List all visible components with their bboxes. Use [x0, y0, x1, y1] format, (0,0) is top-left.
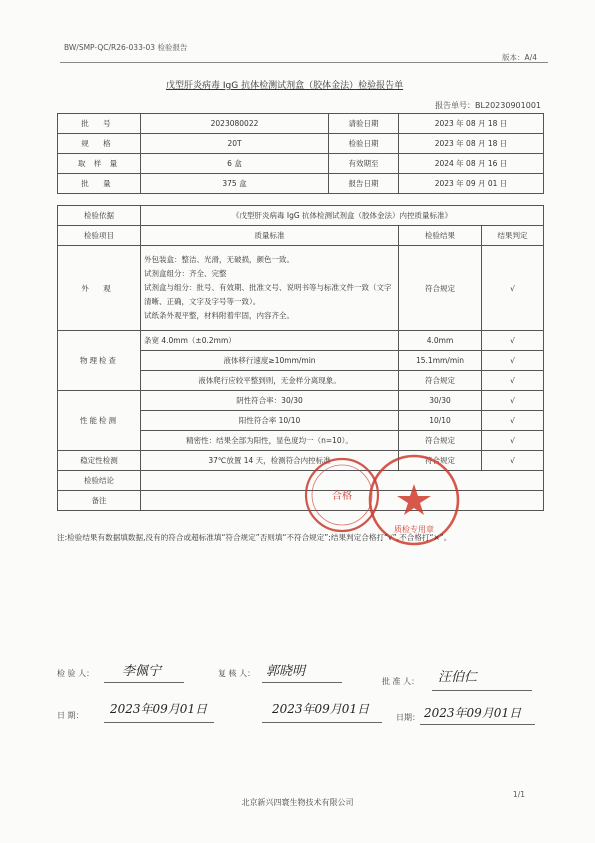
performance-label: 性能检测: [58, 391, 141, 451]
performance-judge: √: [482, 391, 544, 411]
appearance-standard-line: 试剂盒组分：齐全、完整: [144, 269, 227, 278]
footnote: 注:检验结果有数据填数据,没有的符合或超标准填“符合规定”否则填“不符合规定”;结果判定合格打“√”,不合格打“×”。: [57, 533, 452, 542]
appearance-standard-line: 外包装盒：整洁、光滑，无破损，颜色一致。: [144, 255, 294, 264]
physical-label: 物理检查: [58, 331, 141, 391]
physical-judge: √: [482, 351, 544, 371]
performance-standard: 阴性符合率：30/30: [141, 391, 399, 411]
appearance-result: 符合规定: [399, 246, 482, 331]
stamp-text: 合格: [332, 491, 352, 502]
company-name: 北京新兴四寰生物技术有限公司: [241, 798, 354, 807]
reviewer-signature: 郭晓明: [266, 664, 306, 679]
col-standard: 质量标准: [141, 226, 399, 246]
info-row: [58, 134, 544, 154]
report-number: 报告单号：BL20230901001: [435, 101, 541, 110]
appearance-judge: √: [482, 246, 544, 331]
report-table-body: [57, 113, 544, 194]
remark-label: 备注: [58, 491, 141, 511]
performance-judge: √: [482, 431, 544, 451]
date-underline: [420, 724, 535, 725]
sample-qty-label: 取 样 量: [58, 154, 141, 174]
approver-signature: 汪伯仁: [438, 670, 478, 685]
physical-judge: √: [482, 331, 544, 351]
performance-standard: 精密性：结果全部为阳性，显色度均一（n=10）。: [141, 431, 399, 451]
date-label: 日 期：: [57, 711, 84, 720]
date-label-right: 日期：: [396, 713, 420, 722]
appearance-standards: [141, 246, 399, 331]
batch-size-label: 批 量: [58, 174, 141, 194]
stability-standard: 37℃放置 14 天，检测符合内控标准: [141, 451, 399, 471]
appearance-row: [58, 246, 544, 331]
basis-row: [58, 206, 544, 226]
info-row: [58, 174, 544, 194]
reviewer-label: 复 核 人：: [218, 669, 256, 678]
version-label: 版本：A/4: [502, 53, 537, 62]
test-date-value: 2023 年 08 月 18 日: [399, 134, 544, 154]
batch-size-value: 375 盒: [141, 174, 329, 194]
col-item: 检验项目: [58, 226, 141, 246]
seal-text: 质检专用章: [394, 525, 434, 534]
stability-result: 符合规定: [399, 451, 482, 471]
inspector-underline: [104, 682, 184, 683]
approver-underline: [432, 690, 532, 691]
inspector-date: 2023年09月01日: [110, 702, 208, 716]
report-date-value: 2023 年 09 月 01 日: [399, 174, 544, 194]
physical-result: 4.0mm: [399, 331, 482, 351]
inspector-signature: 李佩宁: [122, 664, 162, 679]
document-code: BW/SMP-QC/R26-033-03 检验报告: [64, 43, 188, 52]
spec-label: 规 格: [58, 134, 141, 154]
basis-label: 检验依据: [58, 206, 141, 226]
physical-row: [58, 331, 544, 351]
col-judge: 结果判定: [482, 226, 544, 246]
report-date-label: 报告日期: [329, 174, 399, 194]
sample-qty-value: 6 盒: [141, 154, 329, 174]
approver-date: 2023年09月01日: [424, 706, 522, 720]
results-table: [57, 205, 544, 226]
column-header-row: [58, 226, 544, 246]
conclusion-label: 检验结论: [58, 471, 141, 491]
conclusion-row: [58, 471, 544, 491]
appearance-standard-line: 试剂盒与组分：批号、有效期、批准文号、说明书等与标准文件一致（文字清晰、正确，文字及字号等一致）。: [144, 283, 392, 306]
performance-result: 10/10: [399, 411, 482, 431]
date-underline: [104, 722, 214, 723]
physical-judge: √: [482, 371, 544, 391]
physical-result: 15.1mm/min: [399, 351, 482, 371]
info-row: [58, 154, 544, 174]
physical-standard: 液体移行速度≥10mm/min: [141, 351, 399, 371]
approver-label: 批 准 人：: [382, 677, 420, 686]
batch-label: 批 号: [58, 114, 141, 134]
stability-label: 稳定性检测: [58, 451, 141, 471]
reviewer-date: 2023年09月01日: [272, 702, 370, 716]
page-number: 1/1: [512, 790, 525, 799]
expiry-label: 有效期至: [329, 154, 399, 174]
performance-result: 符合规定: [399, 431, 482, 451]
request-date-value: 2023 年 08 月 18 日: [399, 114, 544, 134]
expiry-value: 2024 年 08 月 16 日: [399, 154, 544, 174]
inspector-label: 检 验 人：: [57, 669, 95, 678]
header-divider: [60, 62, 548, 63]
physical-result: 符合规定: [399, 371, 482, 391]
stability-judge: √: [482, 451, 544, 471]
performance-standard: 阳性符合率 10/10: [141, 411, 399, 431]
date-underline: [262, 722, 382, 723]
physical-standard: 条宽 4.0mm（±0.2mm）: [141, 331, 399, 351]
basis-value: 《戊型肝炎病毒 IgG 抗体检测试剂盒（胶体金法）内控质量标准》: [141, 206, 544, 226]
reviewer-underline: [262, 682, 342, 683]
request-date-label: 请验日期: [329, 114, 399, 134]
test-date-label: 检验日期: [329, 134, 399, 154]
items-table: [57, 225, 544, 511]
appearance-label: 外 观: [58, 246, 141, 331]
performance-row: [58, 391, 544, 411]
performance-judge: √: [482, 411, 544, 431]
spec-value: 20T: [141, 134, 329, 154]
remark-row: [58, 491, 544, 511]
physical-standard: 液体爬行应较平整到则，无金样分离现象。: [141, 371, 399, 391]
col-result: 检验结果: [399, 226, 482, 246]
batch-value: 2023080022: [141, 114, 329, 134]
stability-row: [58, 451, 544, 471]
performance-result: 30/30: [399, 391, 482, 411]
report-title: 戊型肝炎病毒 IgG 抗体检测试剂盒（胶体金法）检验报告单: [166, 81, 404, 91]
info-row: [58, 114, 544, 134]
appearance-standard-line: 试纸条外观平整，材料附着牢固，内容齐全。: [144, 311, 294, 320]
